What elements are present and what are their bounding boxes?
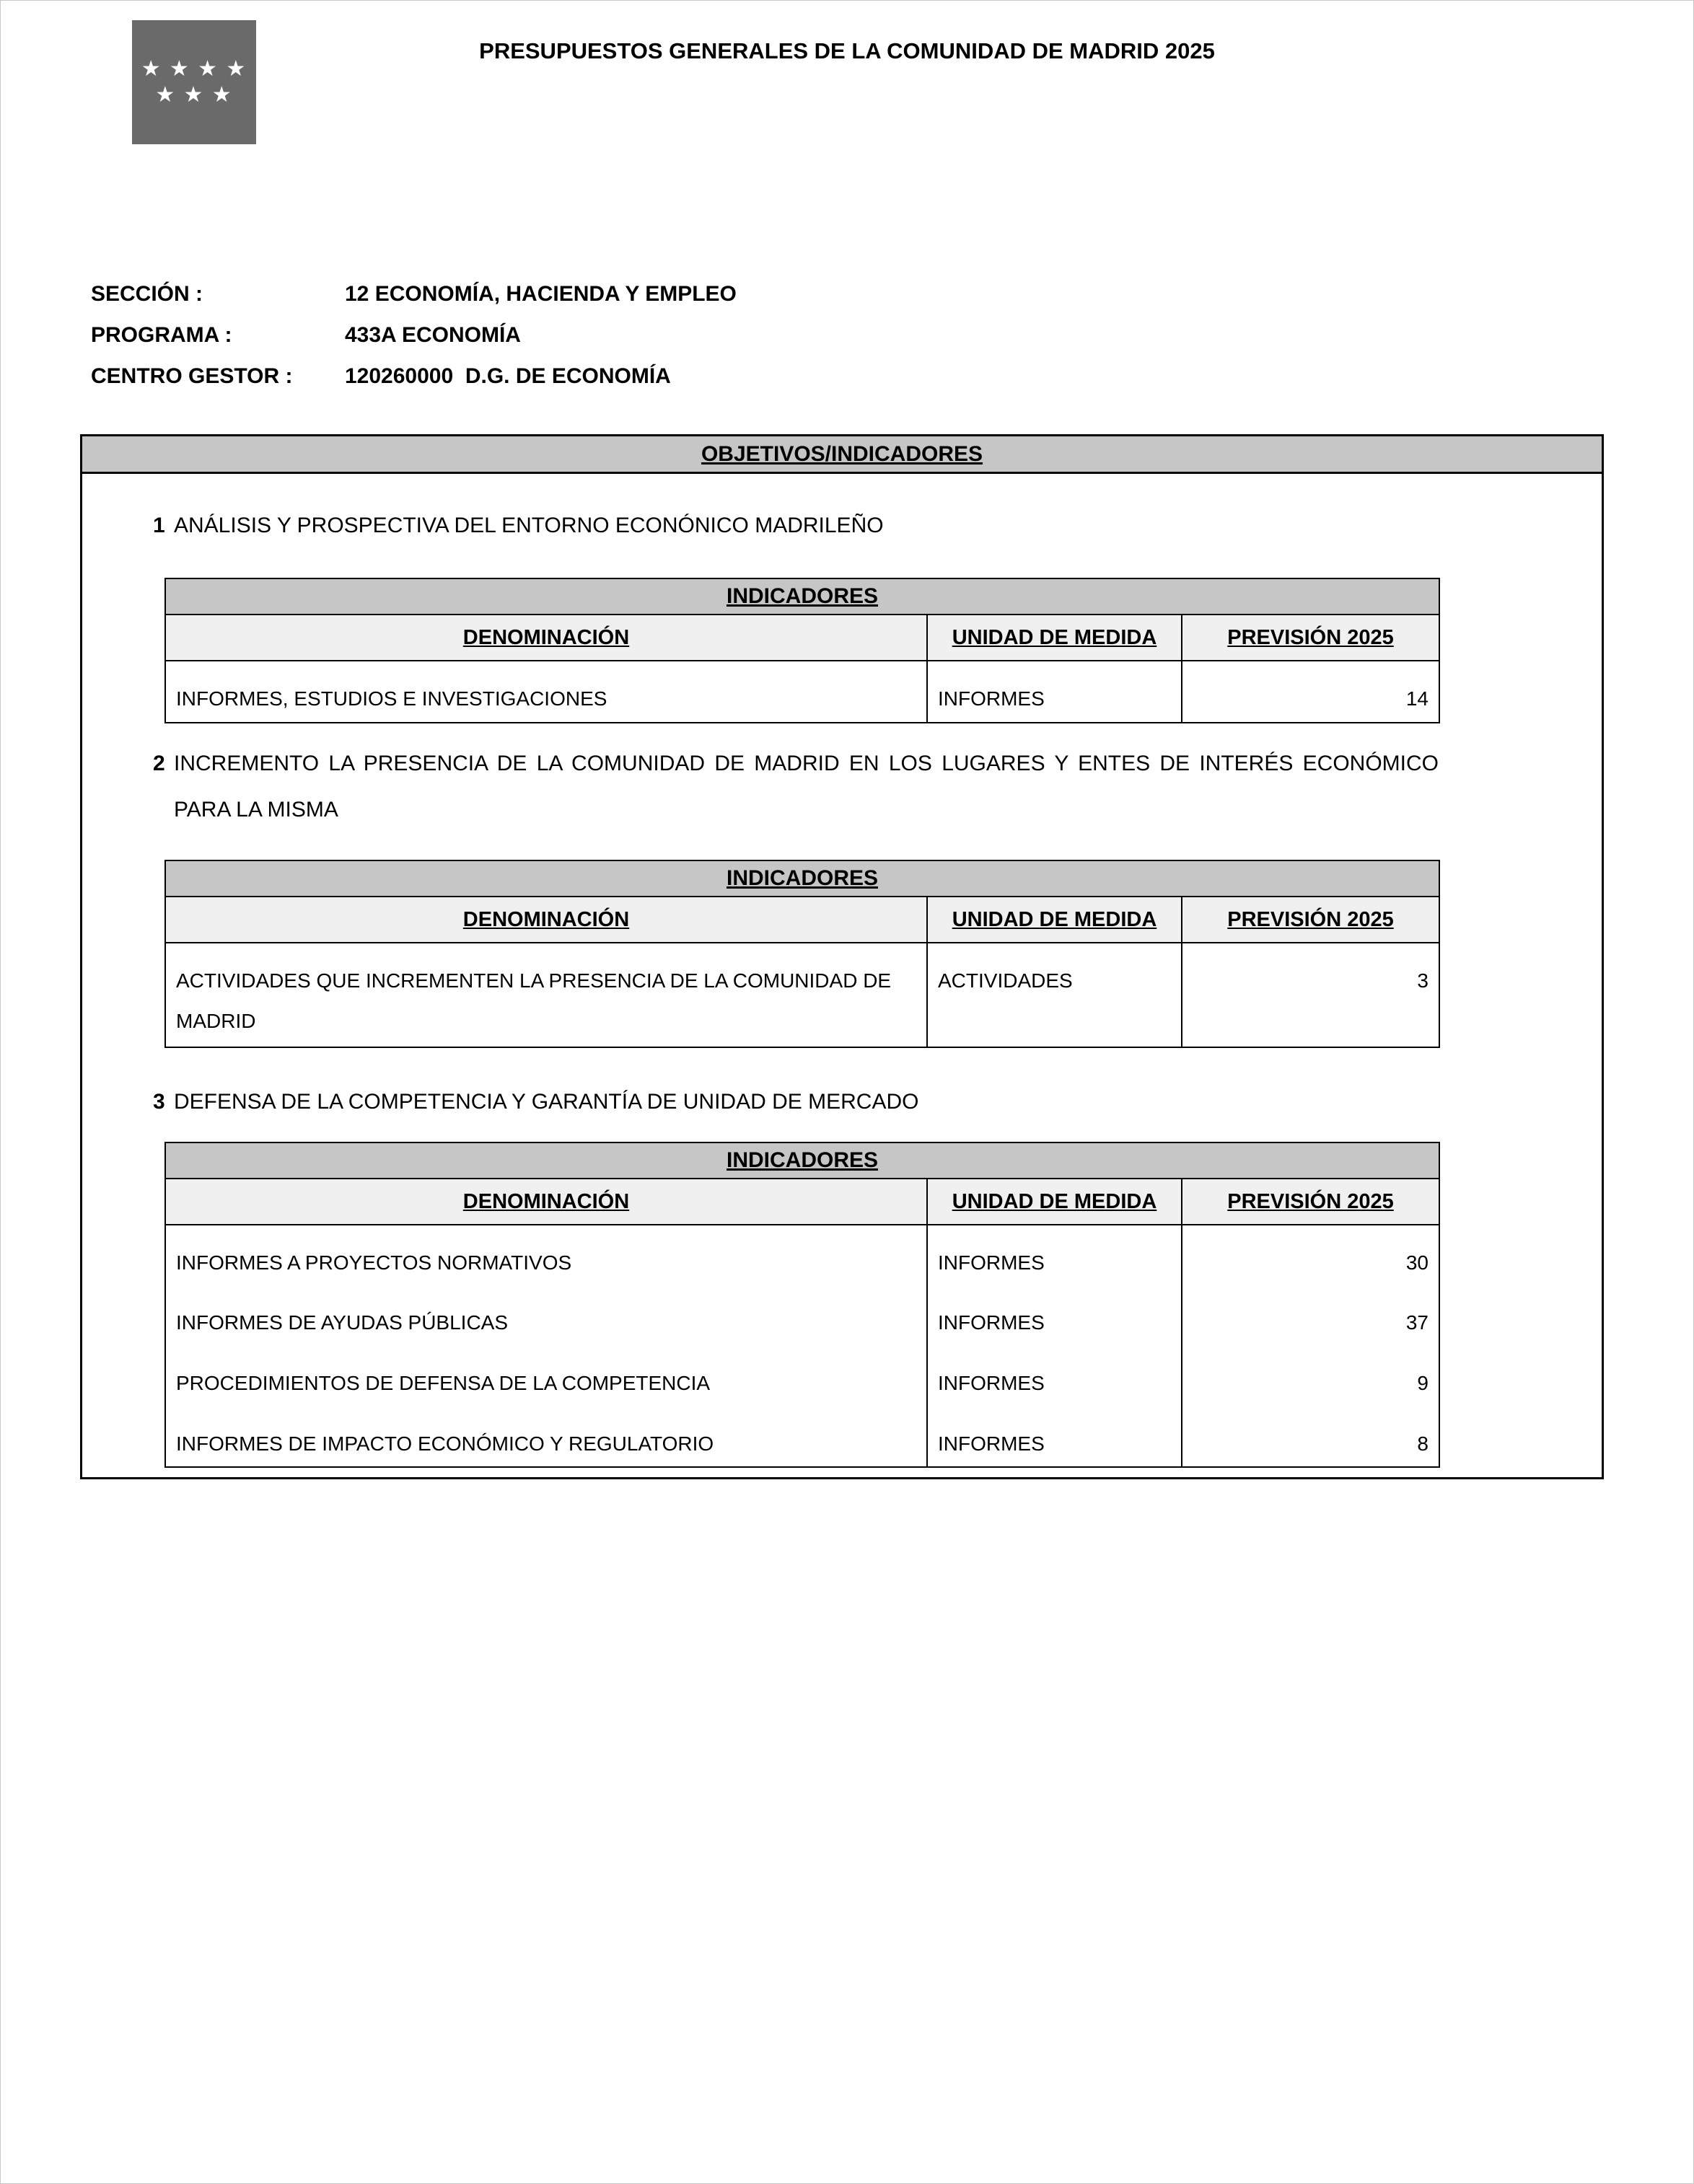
cell-unidad: INFORMES — [927, 1406, 1182, 1467]
table-row — [165, 1285, 1439, 1346]
cell-prevision: 8 — [1182, 1406, 1439, 1467]
column-header-unidad-de-medida: UNIDAD DE MEDIDA — [927, 1179, 1182, 1225]
cell-unidad: INFORMES — [927, 1225, 1182, 1285]
table-row — [165, 661, 1439, 723]
objective-2-number: 2 — [153, 752, 165, 775]
cell-unidad: INFORMES — [927, 1346, 1182, 1406]
document-meta — [91, 282, 737, 405]
indicators-table-2 — [164, 860, 1440, 1048]
field-programa — [91, 323, 737, 348]
objective-1-number: 1 — [153, 514, 165, 537]
column-header-prevision-2025: PREVISIÓN 2025 — [1182, 615, 1439, 661]
cell-denominacion: ACTIVIDADES QUE INCREMENTEN LA PRESENCIA DE LA COMUNIDAD DE MADRID — [165, 943, 927, 1047]
objective-3 — [153, 1079, 1439, 1125]
cell-prevision: 14 — [1182, 661, 1439, 723]
cell-denominacion: INFORMES A PROYECTOS NORMATIVOS — [165, 1225, 927, 1285]
cell-prevision: 37 — [1182, 1285, 1439, 1346]
cell-denominacion: PROCEDIMIENTOS DE DEFENSA DE LA COMPETENCIA — [165, 1346, 927, 1406]
column-header-unidad-de-medida: UNIDAD DE MEDIDA — [927, 615, 1182, 661]
seccion-value: 12 ECONOMÍA, HACIENDA Y EMPLEO — [345, 282, 737, 306]
programa-value: 433A ECONOMÍA — [345, 323, 521, 347]
field-seccion — [91, 282, 737, 307]
column-header-prevision-2025: PREVISIÓN 2025 — [1182, 1179, 1439, 1225]
indicators-table-1 — [164, 578, 1440, 723]
indicators-table-3 — [164, 1142, 1440, 1468]
centro-gestor-label: CENTRO GESTOR : — [91, 364, 293, 388]
field-centro-gestor — [91, 364, 737, 389]
cell-unidad: INFORMES — [927, 1285, 1182, 1346]
seccion-label: SECCIÓN : — [91, 282, 203, 306]
centro-gestor-value: 120260000 D.G. DE ECONOMÍA — [345, 364, 671, 388]
objective-2 — [153, 741, 1439, 833]
objetivos-indicadores-box — [80, 434, 1604, 1479]
indicators-table-1-title: INDICADORES — [165, 578, 1439, 615]
cell-unidad: INFORMES — [927, 661, 1182, 723]
table-row — [165, 1225, 1439, 1285]
document-title: PRESUPUESTOS GENERALES DE LA COMUNIDAD DE MADRID 2025 — [479, 38, 1215, 63]
cell-prevision: 30 — [1182, 1225, 1439, 1285]
cell-prevision: 3 — [1182, 943, 1439, 1047]
table-row — [165, 1346, 1439, 1406]
table-row — [165, 943, 1439, 1047]
cell-denominacion: INFORMES DE AYUDAS PÚBLICAS — [165, 1285, 927, 1346]
cell-unidad: ACTIVIDADES — [927, 943, 1182, 1047]
box-title: OBJETIVOS/INDICADORES — [82, 436, 1602, 474]
programa-label: PROGRAMA : — [91, 323, 232, 347]
objective-3-number: 3 — [153, 1090, 165, 1114]
objective-3-text: DEFENSA DE LA COMPETENCIA Y GARANTÍA DE UNIDAD DE MERCADO — [174, 1090, 919, 1114]
column-header-denominacion: DENOMINACIÓN — [165, 615, 927, 661]
indicators-table-3-title: INDICADORES — [165, 1142, 1439, 1179]
column-header-denominacion: DENOMINACIÓN — [165, 897, 927, 943]
column-header-denominacion: DENOMINACIÓN — [165, 1179, 927, 1225]
objective-1 — [153, 503, 1439, 549]
cell-denominacion: INFORMES, ESTUDIOS E INVESTIGACIONES — [165, 661, 927, 723]
flag-stars-row-top: ★ ★ ★ ★ — [141, 57, 247, 81]
cell-denominacion: INFORMES DE IMPACTO ECONÓMICO Y REGULATORIO — [165, 1406, 927, 1467]
flag-stars-row-bottom: ★ ★ ★ — [155, 83, 233, 107]
cell-prevision: 9 — [1182, 1346, 1439, 1406]
column-header-prevision-2025: PREVISIÓN 2025 — [1182, 897, 1439, 943]
objective-2-text: INCREMENTO LA PRESENCIA DE LA COMUNIDAD DE MADRID EN LOS LUGARES Y ENTES DE INTERÉS ECONÓMICO PARA LA MISMA — [174, 752, 1439, 822]
table-row — [165, 1406, 1439, 1467]
indicators-table-2-title: INDICADORES — [165, 860, 1439, 897]
column-header-unidad-de-medida: UNIDAD DE MEDIDA — [927, 897, 1182, 943]
objective-1-text: ANÁLISIS Y PROSPECTIVA DEL ENTORNO ECONÓNICO MADRILEÑO — [174, 514, 884, 537]
